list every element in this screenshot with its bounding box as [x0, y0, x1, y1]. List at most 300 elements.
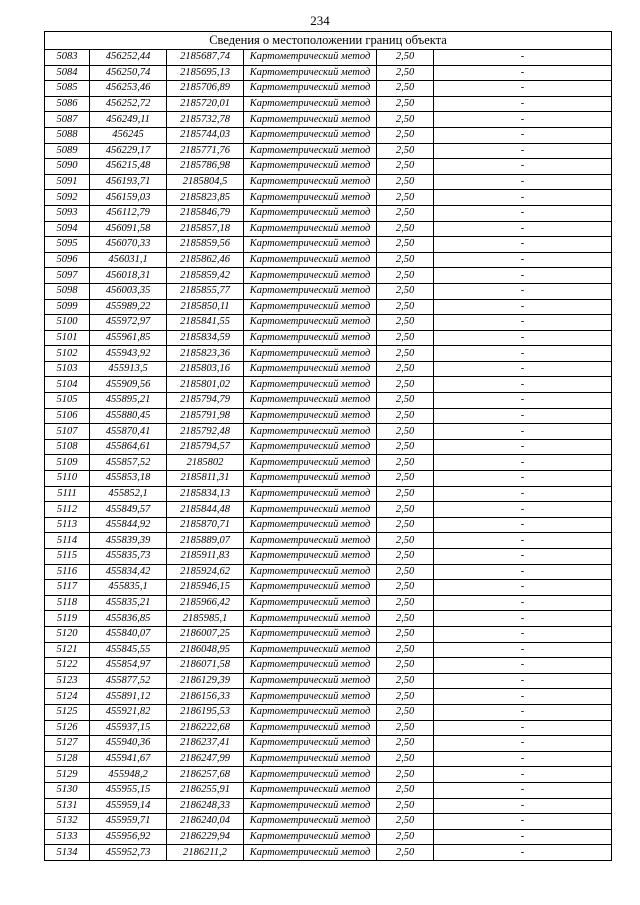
- method-cell: Картометрический метод: [244, 408, 377, 424]
- y-coordinate-cell: 2185966,42: [167, 595, 244, 611]
- accuracy-cell: 2,50: [377, 346, 434, 362]
- accuracy-cell: 2,50: [377, 268, 434, 284]
- method-cell: Картометрический метод: [244, 814, 377, 830]
- description-cell: -: [434, 50, 612, 66]
- table-body: [45, 50, 612, 861]
- y-coordinate-cell: 2185811,31: [167, 471, 244, 487]
- table-row: [45, 642, 612, 658]
- point-number-cell: 5131: [45, 798, 90, 814]
- x-coordinate-cell: 455937,15: [90, 720, 167, 736]
- description-cell: -: [434, 143, 612, 159]
- accuracy-cell: 2,50: [377, 424, 434, 440]
- accuracy-cell: 2,50: [377, 689, 434, 705]
- description-cell: -: [434, 767, 612, 783]
- table-row: [45, 549, 612, 565]
- y-coordinate-cell: 2185846,79: [167, 205, 244, 221]
- x-coordinate-cell: 455959,14: [90, 798, 167, 814]
- y-coordinate-cell: 2185802: [167, 455, 244, 471]
- accuracy-cell: 2,50: [377, 471, 434, 487]
- point-number-cell: 5109: [45, 455, 90, 471]
- description-cell: -: [434, 580, 612, 596]
- table-title-row: [45, 32, 612, 50]
- method-cell: Картометрический метод: [244, 393, 377, 409]
- table-row: [45, 720, 612, 736]
- point-number-cell: 5106: [45, 408, 90, 424]
- table-row: [45, 65, 612, 81]
- table-row: [45, 283, 612, 299]
- point-number-cell: 5119: [45, 611, 90, 627]
- method-cell: Картометрический метод: [244, 720, 377, 736]
- table-row: [45, 767, 612, 783]
- y-coordinate-cell: 2185794,79: [167, 393, 244, 409]
- method-cell: Картометрический метод: [244, 517, 377, 533]
- method-cell: Картометрический метод: [244, 549, 377, 565]
- point-number-cell: 5113: [45, 517, 90, 533]
- table-row: [45, 517, 612, 533]
- x-coordinate-cell: 456159,03: [90, 190, 167, 206]
- table-row: [45, 502, 612, 518]
- y-coordinate-cell: 2185857,18: [167, 221, 244, 237]
- y-coordinate-cell: 2186229,94: [167, 829, 244, 845]
- y-coordinate-cell: 2185870,71: [167, 517, 244, 533]
- y-coordinate-cell: 2185720,01: [167, 96, 244, 112]
- point-number-cell: 5102: [45, 346, 90, 362]
- description-cell: -: [434, 315, 612, 331]
- accuracy-cell: 2,50: [377, 767, 434, 783]
- x-coordinate-cell: 455913,5: [90, 361, 167, 377]
- accuracy-cell: 2,50: [377, 611, 434, 627]
- table-row: [45, 205, 612, 221]
- y-coordinate-cell: 2185911,83: [167, 549, 244, 565]
- method-cell: Картометрический метод: [244, 377, 377, 393]
- method-cell: Картометрический метод: [244, 252, 377, 268]
- description-cell: -: [434, 642, 612, 658]
- point-number-cell: 5133: [45, 829, 90, 845]
- description-cell: -: [434, 689, 612, 705]
- method-cell: Картометрический метод: [244, 424, 377, 440]
- method-cell: Картометрический метод: [244, 330, 377, 346]
- method-cell: Картометрический метод: [244, 346, 377, 362]
- table-row: [45, 564, 612, 580]
- description-cell: -: [434, 533, 612, 549]
- x-coordinate-cell: 455972,97: [90, 315, 167, 331]
- x-coordinate-cell: 456250,74: [90, 65, 167, 81]
- y-coordinate-cell: 2185946,15: [167, 580, 244, 596]
- table-row: [45, 252, 612, 268]
- description-cell: -: [434, 658, 612, 674]
- y-coordinate-cell: 2185859,56: [167, 237, 244, 253]
- accuracy-cell: 2,50: [377, 814, 434, 830]
- accuracy-cell: 2,50: [377, 127, 434, 143]
- method-cell: Картометрический метод: [244, 736, 377, 752]
- point-number-cell: 5090: [45, 159, 90, 175]
- accuracy-cell: 2,50: [377, 829, 434, 845]
- description-cell: -: [434, 626, 612, 642]
- y-coordinate-cell: 2185744,03: [167, 127, 244, 143]
- x-coordinate-cell: 455840,07: [90, 626, 167, 642]
- y-coordinate-cell: 2186240,04: [167, 814, 244, 830]
- table-row: [45, 315, 612, 331]
- y-coordinate-cell: 2185859,42: [167, 268, 244, 284]
- table-row: [45, 580, 612, 596]
- x-coordinate-cell: 456112,79: [90, 205, 167, 221]
- accuracy-cell: 2,50: [377, 533, 434, 549]
- x-coordinate-cell: 455952,73: [90, 845, 167, 861]
- y-coordinate-cell: 2185889,07: [167, 533, 244, 549]
- point-number-cell: 5100: [45, 315, 90, 331]
- x-coordinate-cell: 455839,39: [90, 533, 167, 549]
- point-number-cell: 5092: [45, 190, 90, 206]
- x-coordinate-cell: 455835,21: [90, 595, 167, 611]
- accuracy-cell: 2,50: [377, 96, 434, 112]
- method-cell: Картометрический метод: [244, 704, 377, 720]
- table-row: [45, 658, 612, 674]
- accuracy-cell: 2,50: [377, 143, 434, 159]
- method-cell: Картометрический метод: [244, 81, 377, 97]
- y-coordinate-cell: 2186255,91: [167, 782, 244, 798]
- description-cell: -: [434, 65, 612, 81]
- description-cell: -: [434, 112, 612, 128]
- y-coordinate-cell: 2185985,1: [167, 611, 244, 627]
- y-coordinate-cell: 2185794,57: [167, 439, 244, 455]
- table-row: [45, 127, 612, 143]
- accuracy-cell: 2,50: [377, 393, 434, 409]
- x-coordinate-cell: 456253,46: [90, 81, 167, 97]
- method-cell: Картометрический метод: [244, 268, 377, 284]
- table-row: [45, 611, 612, 627]
- x-coordinate-cell: 456070,33: [90, 237, 167, 253]
- x-coordinate-cell: 455959,71: [90, 814, 167, 830]
- x-coordinate-cell: 455845,55: [90, 642, 167, 658]
- y-coordinate-cell: 2185862,46: [167, 252, 244, 268]
- table-row: [45, 299, 612, 315]
- point-number-cell: 5115: [45, 549, 90, 565]
- point-number-cell: 5120: [45, 626, 90, 642]
- x-coordinate-cell: 456245: [90, 127, 167, 143]
- point-number-cell: 5125: [45, 704, 90, 720]
- table-title: Сведения о местоположении границ объекта: [45, 32, 612, 50]
- method-cell: Картометрический метод: [244, 767, 377, 783]
- accuracy-cell: 2,50: [377, 720, 434, 736]
- point-number-cell: 5118: [45, 595, 90, 611]
- accuracy-cell: 2,50: [377, 330, 434, 346]
- x-coordinate-cell: 456249,11: [90, 112, 167, 128]
- point-number-cell: 5127: [45, 736, 90, 752]
- y-coordinate-cell: 2185823,85: [167, 190, 244, 206]
- point-number-cell: 5101: [45, 330, 90, 346]
- description-cell: -: [434, 346, 612, 362]
- y-coordinate-cell: 2185732,78: [167, 112, 244, 128]
- point-number-cell: 5086: [45, 96, 90, 112]
- method-cell: Картометрический метод: [244, 361, 377, 377]
- y-coordinate-cell: 2186156,33: [167, 689, 244, 705]
- table-row: [45, 221, 612, 237]
- point-number-cell: 5132: [45, 814, 90, 830]
- point-number-cell: 5089: [45, 143, 90, 159]
- boundary-coordinates-table: [44, 31, 612, 861]
- description-cell: -: [434, 845, 612, 861]
- accuracy-cell: 2,50: [377, 486, 434, 502]
- table-row: [45, 673, 612, 689]
- point-number-cell: 5095: [45, 237, 90, 253]
- x-coordinate-cell: 455909,56: [90, 377, 167, 393]
- y-coordinate-cell: 2185823,36: [167, 346, 244, 362]
- y-coordinate-cell: 2186048,95: [167, 642, 244, 658]
- x-coordinate-cell: 455956,92: [90, 829, 167, 845]
- description-cell: -: [434, 517, 612, 533]
- table-row: [45, 408, 612, 424]
- accuracy-cell: 2,50: [377, 502, 434, 518]
- table-row: [45, 330, 612, 346]
- method-cell: Картометрический метод: [244, 782, 377, 798]
- x-coordinate-cell: 455857,52: [90, 455, 167, 471]
- point-number-cell: 5134: [45, 845, 90, 861]
- accuracy-cell: 2,50: [377, 595, 434, 611]
- accuracy-cell: 2,50: [377, 798, 434, 814]
- accuracy-cell: 2,50: [377, 408, 434, 424]
- method-cell: Картометрический метод: [244, 673, 377, 689]
- y-coordinate-cell: 2185804,5: [167, 174, 244, 190]
- point-number-cell: 5123: [45, 673, 90, 689]
- y-coordinate-cell: 2186257,68: [167, 767, 244, 783]
- table-row: [45, 50, 612, 66]
- x-coordinate-cell: 455854,97: [90, 658, 167, 674]
- description-cell: -: [434, 611, 612, 627]
- table-row: [45, 814, 612, 830]
- method-cell: Картометрический метод: [244, 658, 377, 674]
- accuracy-cell: 2,50: [377, 112, 434, 128]
- accuracy-cell: 2,50: [377, 221, 434, 237]
- y-coordinate-cell: 2185791,98: [167, 408, 244, 424]
- method-cell: Картометрический метод: [244, 439, 377, 455]
- description-cell: -: [434, 330, 612, 346]
- table-row: [45, 268, 612, 284]
- point-number-cell: 5129: [45, 767, 90, 783]
- description-cell: -: [434, 283, 612, 299]
- accuracy-cell: 2,50: [377, 81, 434, 97]
- accuracy-cell: 2,50: [377, 704, 434, 720]
- x-coordinate-cell: 455895,21: [90, 393, 167, 409]
- x-coordinate-cell: 455921,82: [90, 704, 167, 720]
- method-cell: Картометрический метод: [244, 174, 377, 190]
- description-cell: -: [434, 720, 612, 736]
- accuracy-cell: 2,50: [377, 564, 434, 580]
- x-coordinate-cell: 455955,15: [90, 782, 167, 798]
- method-cell: Картометрический метод: [244, 595, 377, 611]
- point-number-cell: 5091: [45, 174, 90, 190]
- point-number-cell: 5105: [45, 393, 90, 409]
- method-cell: Картометрический метод: [244, 626, 377, 642]
- accuracy-cell: 2,50: [377, 642, 434, 658]
- description-cell: -: [434, 190, 612, 206]
- point-number-cell: 5103: [45, 361, 90, 377]
- table-row: [45, 439, 612, 455]
- point-number-cell: 5117: [45, 580, 90, 596]
- accuracy-cell: 2,50: [377, 517, 434, 533]
- description-cell: -: [434, 595, 612, 611]
- table-row: [45, 346, 612, 362]
- point-number-cell: 5107: [45, 424, 90, 440]
- x-coordinate-cell: 456229,17: [90, 143, 167, 159]
- y-coordinate-cell: 2186211,2: [167, 845, 244, 861]
- page-number: 234: [310, 13, 330, 28]
- description-cell: -: [434, 268, 612, 284]
- point-number-cell: 5122: [45, 658, 90, 674]
- description-cell: -: [434, 736, 612, 752]
- method-cell: Картометрический метод: [244, 112, 377, 128]
- x-coordinate-cell: 455943,92: [90, 346, 167, 362]
- y-coordinate-cell: 2186248,33: [167, 798, 244, 814]
- table-row: [45, 174, 612, 190]
- accuracy-cell: 2,50: [377, 190, 434, 206]
- method-cell: Картометрический метод: [244, 283, 377, 299]
- x-coordinate-cell: 455852,1: [90, 486, 167, 502]
- y-coordinate-cell: 2185706,89: [167, 81, 244, 97]
- method-cell: Картометрический метод: [244, 315, 377, 331]
- y-coordinate-cell: 2185771,76: [167, 143, 244, 159]
- x-coordinate-cell: 455853,18: [90, 471, 167, 487]
- x-coordinate-cell: 455961,85: [90, 330, 167, 346]
- x-coordinate-cell: 456252,44: [90, 50, 167, 66]
- y-coordinate-cell: 2185786,98: [167, 159, 244, 175]
- point-number-cell: 5088: [45, 127, 90, 143]
- table-row: [45, 455, 612, 471]
- table-row: [45, 595, 612, 611]
- point-number-cell: 5084: [45, 65, 90, 81]
- method-cell: Картометрический метод: [244, 486, 377, 502]
- y-coordinate-cell: 2185855,77: [167, 283, 244, 299]
- accuracy-cell: 2,50: [377, 361, 434, 377]
- x-coordinate-cell: 455849,57: [90, 502, 167, 518]
- point-number-cell: 5130: [45, 782, 90, 798]
- x-coordinate-cell: 455844,92: [90, 517, 167, 533]
- description-cell: -: [434, 361, 612, 377]
- table-row: [45, 782, 612, 798]
- y-coordinate-cell: 2186007,25: [167, 626, 244, 642]
- x-coordinate-cell: 455940,36: [90, 736, 167, 752]
- table-row: [45, 424, 612, 440]
- description-cell: -: [434, 237, 612, 253]
- description-cell: -: [434, 299, 612, 315]
- description-cell: -: [434, 471, 612, 487]
- accuracy-cell: 2,50: [377, 751, 434, 767]
- method-cell: Картометрический метод: [244, 829, 377, 845]
- point-number-cell: 5097: [45, 268, 90, 284]
- method-cell: Картометрический метод: [244, 159, 377, 175]
- description-cell: -: [434, 751, 612, 767]
- method-cell: Картометрический метод: [244, 143, 377, 159]
- accuracy-cell: 2,50: [377, 549, 434, 565]
- point-number-cell: 5087: [45, 112, 90, 128]
- point-number-cell: 5121: [45, 642, 90, 658]
- point-number-cell: 5114: [45, 533, 90, 549]
- method-cell: Картометрический метод: [244, 237, 377, 253]
- method-cell: Картометрический метод: [244, 50, 377, 66]
- y-coordinate-cell: 2186129,39: [167, 673, 244, 689]
- point-number-cell: 5116: [45, 564, 90, 580]
- description-cell: -: [434, 455, 612, 471]
- description-cell: -: [434, 174, 612, 190]
- description-cell: -: [434, 829, 612, 845]
- description-cell: -: [434, 127, 612, 143]
- accuracy-cell: 2,50: [377, 658, 434, 674]
- description-cell: -: [434, 252, 612, 268]
- description-cell: -: [434, 704, 612, 720]
- x-coordinate-cell: 456193,71: [90, 174, 167, 190]
- description-cell: -: [434, 502, 612, 518]
- accuracy-cell: 2,50: [377, 439, 434, 455]
- x-coordinate-cell: 455864,61: [90, 439, 167, 455]
- accuracy-cell: 2,50: [377, 283, 434, 299]
- y-coordinate-cell: 2185924,62: [167, 564, 244, 580]
- x-coordinate-cell: 456031,1: [90, 252, 167, 268]
- table-row: [45, 190, 612, 206]
- table-row: [45, 798, 612, 814]
- accuracy-cell: 2,50: [377, 315, 434, 331]
- method-cell: Картометрический метод: [244, 845, 377, 861]
- description-cell: -: [434, 393, 612, 409]
- table-row: [45, 486, 612, 502]
- table-row: [45, 626, 612, 642]
- method-cell: Картометрический метод: [244, 580, 377, 596]
- x-coordinate-cell: 455835,1: [90, 580, 167, 596]
- accuracy-cell: 2,50: [377, 50, 434, 66]
- table-row: [45, 237, 612, 253]
- table-row: [45, 704, 612, 720]
- accuracy-cell: 2,50: [377, 252, 434, 268]
- y-coordinate-cell: 2186222,68: [167, 720, 244, 736]
- method-cell: Картометрический метод: [244, 502, 377, 518]
- y-coordinate-cell: 2186071,58: [167, 658, 244, 674]
- accuracy-cell: 2,50: [377, 65, 434, 81]
- table-row: [45, 159, 612, 175]
- accuracy-cell: 2,50: [377, 174, 434, 190]
- table-row: [45, 829, 612, 845]
- description-cell: -: [434, 673, 612, 689]
- point-number-cell: 5112: [45, 502, 90, 518]
- x-coordinate-cell: 455989,22: [90, 299, 167, 315]
- accuracy-cell: 2,50: [377, 845, 434, 861]
- accuracy-cell: 2,50: [377, 626, 434, 642]
- point-number-cell: 5124: [45, 689, 90, 705]
- description-cell: -: [434, 564, 612, 580]
- table-row: [45, 533, 612, 549]
- description-cell: -: [434, 221, 612, 237]
- x-coordinate-cell: 455836,85: [90, 611, 167, 627]
- description-cell: -: [434, 486, 612, 502]
- table-row: [45, 377, 612, 393]
- x-coordinate-cell: 456018,31: [90, 268, 167, 284]
- description-cell: -: [434, 159, 612, 175]
- accuracy-cell: 2,50: [377, 580, 434, 596]
- method-cell: Картометрический метод: [244, 190, 377, 206]
- description-cell: -: [434, 424, 612, 440]
- table-row: [45, 96, 612, 112]
- method-cell: Картометрический метод: [244, 471, 377, 487]
- method-cell: Картометрический метод: [244, 689, 377, 705]
- accuracy-cell: 2,50: [377, 237, 434, 253]
- accuracy-cell: 2,50: [377, 159, 434, 175]
- x-coordinate-cell: 455948,2: [90, 767, 167, 783]
- x-coordinate-cell: 455877,52: [90, 673, 167, 689]
- y-coordinate-cell: 2185841,55: [167, 315, 244, 331]
- description-cell: -: [434, 205, 612, 221]
- description-cell: -: [434, 81, 612, 97]
- method-cell: Картометрический метод: [244, 205, 377, 221]
- method-cell: Картометрический метод: [244, 127, 377, 143]
- point-number-cell: 5093: [45, 205, 90, 221]
- method-cell: Картометрический метод: [244, 751, 377, 767]
